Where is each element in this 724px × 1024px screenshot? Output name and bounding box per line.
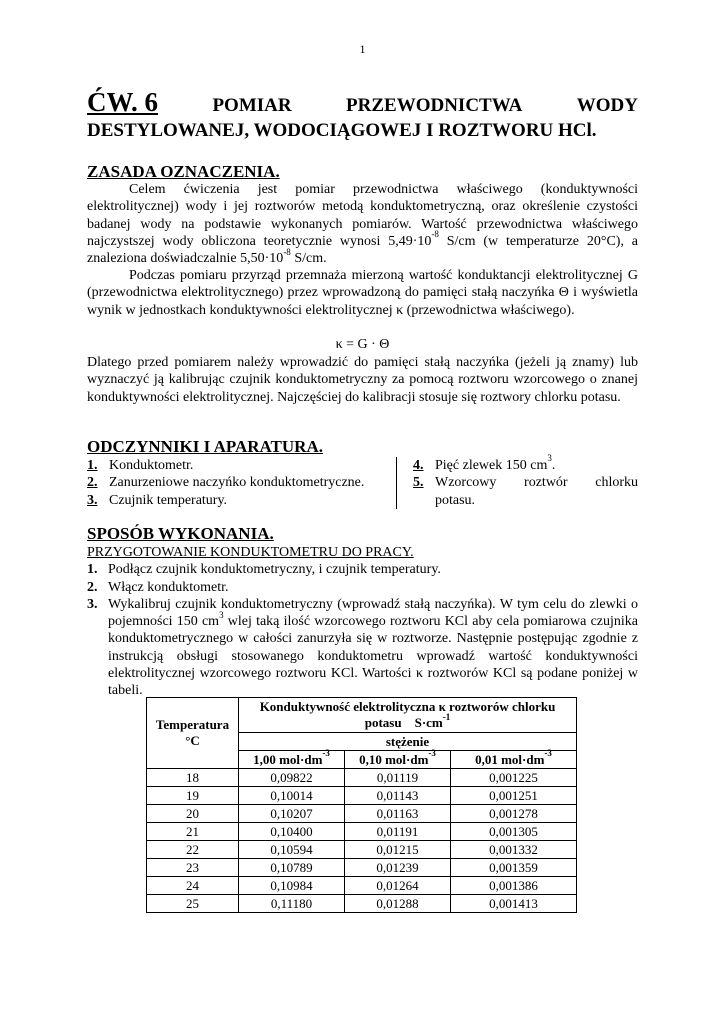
conductivity-cell: 0,10594	[239, 841, 345, 859]
conductivity-cell: 0,11180	[239, 895, 345, 913]
list-item: 3. Wykalibruj czujnik konduktometryczny (wprowadź stałą naczyńka). W tym celu do zlewki o pojemności 150 $cm^3$ wlej taką ilość wzorcowego roztworu KCl aby cela pomiarowa czujnika konduktometrycznego w całości zanurzyła się w roztworze. Następnie postępując zgodnie z instrukcją obsługi stosowanego konduktometru wprowadź wartość konduktywności elektrolitycznej wzorcowego roztworu KCl. Wartości κ roztworów KCl są podane poniżej w tabeli.	[87, 596, 638, 699]
temperature-cell: 21	[147, 823, 239, 841]
conductivity-cell: 0,01215	[345, 841, 451, 859]
conductivity-cell: 0,001305	[451, 823, 577, 841]
section-heading-principle: ZASADA OZNACZENIA.	[87, 162, 280, 181]
conductivity-cell: 0,01239	[345, 859, 451, 877]
conductivity-cell: 0,001413	[451, 895, 577, 913]
column-divider	[396, 457, 397, 509]
table-row	[147, 877, 577, 895]
conductivity-cell: 0,10400	[239, 823, 345, 841]
procedure-steps	[87, 544, 638, 700]
conductivity-cell: 0,001359	[451, 859, 577, 877]
table-row	[147, 787, 577, 805]
conductivity-cell: 0,01191	[345, 823, 451, 841]
conductivity-cell: 0,01288	[345, 895, 451, 913]
list-item: 2. Włącz konduktometr.	[87, 579, 229, 595]
conductivity-cell: 0,01163	[345, 805, 451, 823]
page-number: 1	[359, 42, 366, 56]
section-heading-reagents: ODCZYNNIKI I APARATURA.	[87, 437, 323, 456]
conductivity-cell: 0,10207	[239, 805, 345, 823]
conductivity-cell: 0,001251	[451, 787, 577, 805]
title-line-2: DESTYLOWANEJ, WODOCIĄGOWEJ I ROZTWORU HCl.	[87, 120, 597, 141]
list-item: 1. Podłącz czujnik konduktometryczny, i czujnik temperatury.	[87, 562, 441, 578]
conductivity-cell: 0,01143	[345, 787, 451, 805]
temperature-cell: 23	[147, 859, 239, 877]
table-body	[147, 769, 577, 913]
list-item: 2. Zanurzeniowe naczyńko konduktometryczne.	[87, 475, 365, 491]
conductivity-cell: 0,001278	[451, 805, 577, 823]
temperature-cell: 18	[147, 769, 239, 787]
conductivity-cell: 0,01264	[345, 877, 451, 895]
paragraph-calibration: Dlatego przed pomiarem należy wprowadzić do pamięci stałą naczyńka (jeżeli ją znamy) lub wyznaczyć ją kalibrując czujnik konduktometryczny za pomocą roztworu wzorcowego o znanej konduktywności elektrolitycznej. Najczęściej do kalibracji stosuje się roztwory chlorku potasu.	[87, 355, 638, 405]
list-item: 4. Pięć zlewek 150 $cm^3$.	[413, 453, 556, 473]
conductivity-cell: 0,09822	[239, 769, 345, 787]
document-title	[87, 87, 638, 143]
concentration-header: stężenie	[239, 733, 577, 751]
temperature-cell: 22	[147, 841, 239, 859]
title-word-2: PRZEWODNICTWA	[346, 95, 523, 116]
table-row	[147, 895, 577, 913]
conductivity-header: Konduktywność elektrolityczna κ roztworów chlorku potasu $S\cdot cm^{-1}$	[239, 698, 577, 733]
conductivity-cell: 0,01119	[345, 769, 451, 787]
conductivity-cell: 0,10984	[239, 877, 345, 895]
paragraph-measurement: Podczas pomiaru przyrząd przemnaża mierzoną wartość konduktancji elektrolitycznej G (przewodnictwa elektrolitycznego) przez wprowadzoną do pamięci stałą naczyńka Θ i wyświetla wynik w jednostkach konduktywności elektrolitycznej κ (przewodnictwa właściwego).	[87, 268, 638, 318]
section-heading-procedure: SPOSÓB WYKONANIA.	[87, 524, 274, 543]
table-row	[147, 841, 577, 859]
list-item: 5. Wzorcowy roztwór chlorku potasu.	[413, 475, 638, 508]
temperature-cell: 19	[147, 787, 239, 805]
temperature-cell: 24	[147, 877, 239, 895]
list-item: 3. Czujnik temperatury.	[87, 492, 228, 508]
subheading-preparation: PRZYGOTOWANIE KONDUKTOMETRU DO PRACY.	[87, 545, 414, 560]
list-item: 1. Konduktometr.	[87, 458, 194, 473]
conductivity-cell: 0,001386	[451, 877, 577, 895]
table-row	[147, 805, 577, 823]
exercise-code: ĆW. 6	[87, 87, 159, 117]
temperature-header: Temperatura °C	[147, 698, 239, 769]
conductivity-cell: 0,10014	[239, 787, 345, 805]
concentration-column-header: 0,10 $mol\cdot dm^{-3}$	[345, 751, 451, 769]
concentration-column-header: 0,01 $mol\cdot dm^{-3}$	[451, 751, 577, 769]
concentration-column-header: 1,00 $mol\cdot dm^{-3}$	[239, 751, 345, 769]
title-word-1: POMIAR	[212, 95, 292, 116]
formula: κ = G · Θ	[335, 337, 390, 352]
temperature-cell: 20	[147, 805, 239, 823]
table-row	[147, 769, 577, 787]
table-row	[147, 823, 577, 841]
kcl-conductivity-table	[146, 697, 577, 913]
title-word-3: WODY	[576, 95, 638, 116]
conductivity-cell: 0,10789	[239, 859, 345, 877]
conductivity-cell: 0,001225	[451, 769, 577, 787]
paragraph-purpose: Celem ćwiczenia jest pomiar przewodnictwa właściwego (konduktywności elektrolitycznej) wody i jej roztworów metodą konduktometryczną, oraz określenie czystości badanej wody na podstawie wykonanych pomiarów. Wartość przewodnictwa właściwego najczystszej wody obliczona teoretycznie wynosi $5,49\cdot 10^{-8}$ S/cm (w temperaturze 20°C), a znaleziona doświadczalnie $5,50\cdot 10^{-8}$ S/cm.	[87, 182, 638, 267]
table-row	[147, 859, 577, 877]
temperature-cell: 25	[147, 895, 239, 913]
conductivity-cell: 0,001332	[451, 841, 577, 859]
